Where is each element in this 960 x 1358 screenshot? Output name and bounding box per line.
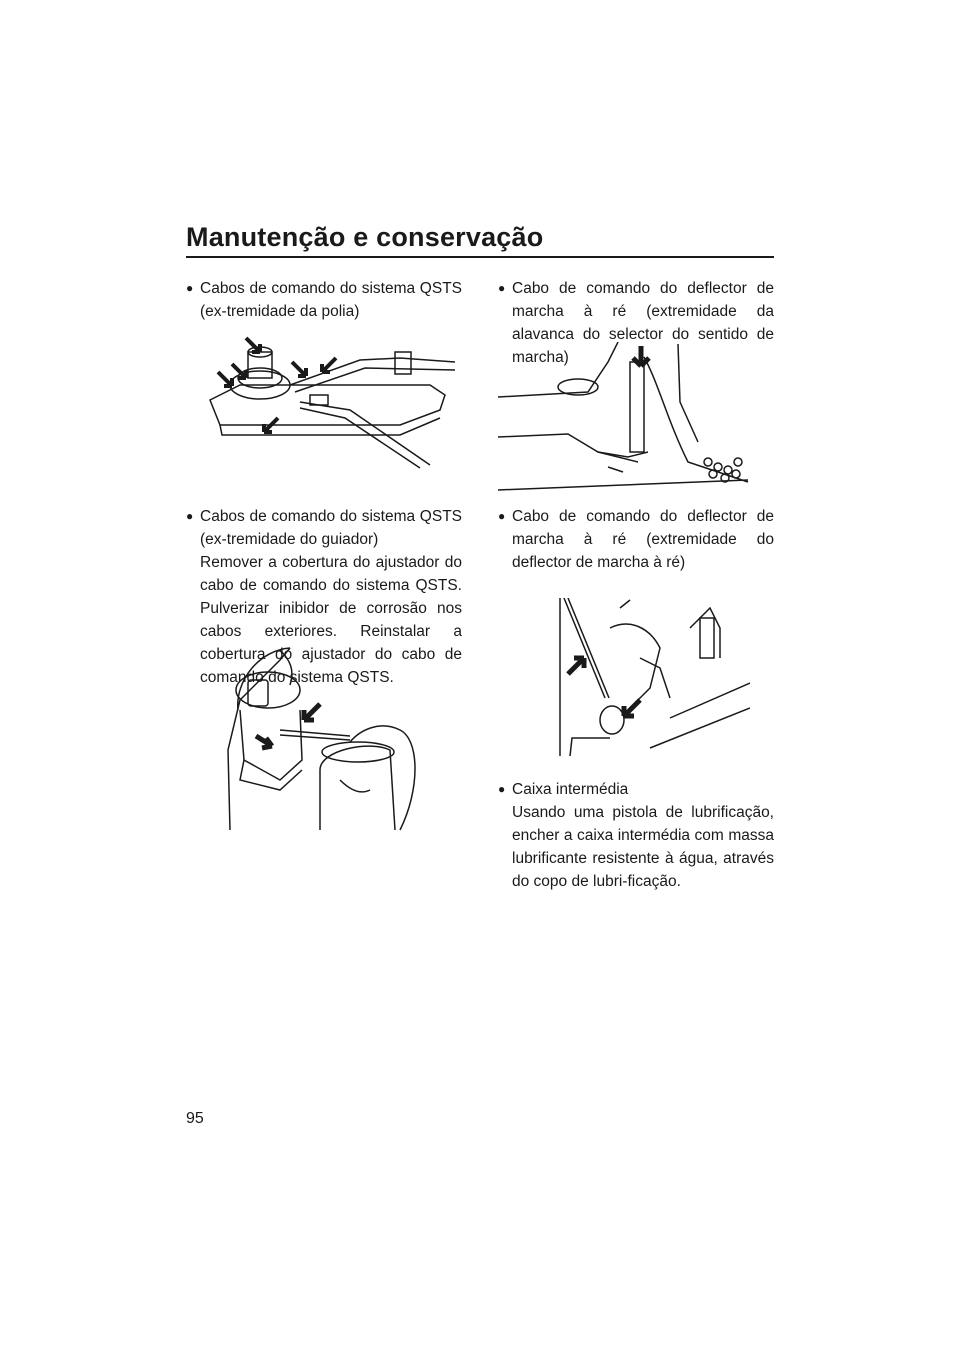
arrow-icon	[566, 654, 588, 676]
bullet-icon: ●	[186, 509, 194, 523]
arrow-icon	[244, 336, 264, 356]
bullet-icon: ●	[498, 509, 506, 523]
arrow-icon	[230, 362, 250, 382]
item-heading: Cabo de comando do deflector de marcha à ré (extremidade da alavanca do selector do sentido de marcha)	[512, 280, 774, 366]
list-item	[498, 778, 774, 893]
arrow-icon	[630, 344, 652, 370]
item-heading: Cabos de comando do sistema QSTS (ex-tremidade do guiador)	[200, 508, 462, 548]
shift-lever-end-illustration	[498, 342, 750, 492]
arrow-icon	[620, 698, 642, 720]
arrow-icon	[300, 702, 322, 724]
item-heading: Cabos de comando do sistema QSTS (ex-tremidade da polia)	[200, 280, 462, 320]
arrow-icon	[290, 360, 310, 380]
right-column-item-2	[498, 505, 774, 574]
page-title: Manutenção e conservação	[186, 222, 544, 252]
title-rule	[186, 256, 774, 258]
pulley-end-illustration	[200, 340, 462, 470]
page-number: 95	[186, 1110, 204, 1127]
bullet-icon: ●	[498, 782, 506, 796]
item-heading: Cabo de comando do deflector de marcha à ré (extremidade do deflector de marcha à ré)	[512, 508, 774, 571]
right-column-item-3	[498, 778, 774, 893]
arrow-icon	[254, 732, 276, 754]
arrow-icon	[318, 356, 338, 376]
bullet-icon: ●	[498, 281, 506, 295]
list-item	[186, 277, 462, 323]
list-item	[498, 505, 774, 574]
item-body: Remover a cobertura do ajustador do cabo de comando do sistema QSTS. Pulverizar inibidor de corrosão nos cabos exteriores. Reinstalar a cobertura do ajustador do cabo de comando do sistema QSTS.	[200, 554, 462, 686]
bullet-icon: ●	[186, 281, 194, 295]
handlebar-end-illustration	[220, 640, 460, 832]
left-column	[186, 277, 462, 323]
reverse-deflector-end-illustration	[550, 598, 750, 758]
arrow-icon	[260, 416, 280, 436]
item-body: Usando uma pistola de lubrificação, encher a caixa intermédia com massa lubrificante resistente à água, através do copo de lubri-ficação.	[512, 804, 774, 890]
item-heading: Caixa intermédia	[512, 781, 629, 798]
